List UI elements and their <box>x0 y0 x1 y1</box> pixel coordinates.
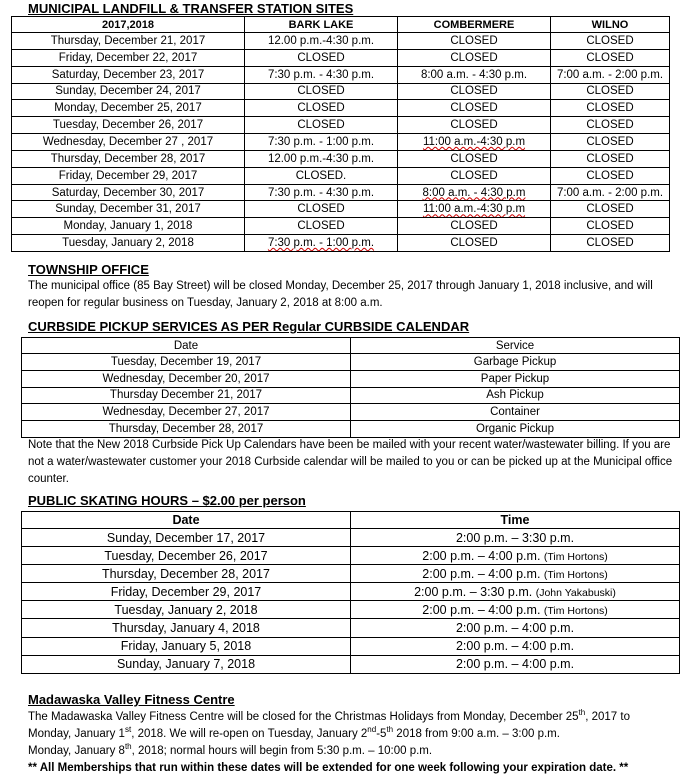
landfill-cell <box>398 117 551 134</box>
fitness-line-3-a: Monday, January 8 <box>28 745 125 757</box>
skating-time: 2:00 p.m. – 3:30 p.m. <box>455 530 575 545</box>
fitness-title: Madawaska Valley Fitness Centre <box>28 692 235 707</box>
fitness-line-2-sup2: nd <box>367 725 377 735</box>
landfill-cell <box>12 49 245 66</box>
table-row <box>22 370 680 387</box>
curbside-table <box>21 337 680 438</box>
table-row <box>12 117 670 134</box>
landfill-cell <box>245 218 398 235</box>
landfill-cell <box>245 184 398 201</box>
fitness-line-2-sup3: th <box>386 725 394 735</box>
landfill-cell-text: CLOSED <box>586 220 634 233</box>
township-text: The municipal office (85 Bay Street) will be closed Monday, December 25, 2017 through January 1, 2018 inclusive, and will reopen for regular business on Tuesday, January 2, 2018 at 8:00 a.m. <box>28 280 653 309</box>
landfill-cell-text: CLOSED <box>586 102 634 115</box>
landfill-cell-text: CLOSED <box>450 152 498 165</box>
landfill-cell <box>398 150 551 167</box>
table-row <box>22 583 680 601</box>
table-row <box>12 49 670 66</box>
landfill-cell <box>398 235 551 252</box>
skating-time: 2:00 p.m. – 3:30 p.m. <box>414 584 533 599</box>
table-row <box>12 83 670 100</box>
skating-time: 2:00 p.m. – 4:00 p.m. <box>422 566 541 581</box>
table-row <box>12 184 670 201</box>
landfill-cell <box>551 184 670 201</box>
landfill-cell-text: 7:30 p.m. - 4:30 p.m. <box>267 186 375 199</box>
table-row <box>22 387 680 404</box>
landfill-cell <box>398 83 551 100</box>
landfill-header-row <box>12 17 670 33</box>
skating-time-cell <box>351 637 680 655</box>
table-row <box>22 354 680 371</box>
landfill-cell <box>12 83 245 100</box>
skating-sponsor: (Tim Hortons) <box>543 568 608 581</box>
landfill-cell <box>398 201 551 218</box>
table-row <box>12 201 670 218</box>
landfill-cell <box>551 49 670 66</box>
landfill-cell-text: CLOSED <box>450 102 498 115</box>
skating-time: 2:00 p.m. – 4:00 p.m. <box>455 621 575 636</box>
skating-time-cell <box>351 601 680 619</box>
skating-time-cell <box>351 583 680 601</box>
landfill-cell-text: CLOSED <box>586 203 634 216</box>
landfill-cell <box>12 134 245 151</box>
landfill-cell <box>245 235 398 252</box>
landfill-cell <box>398 184 551 201</box>
landfill-cell-text: Tuesday, January 2, 2018 <box>62 237 194 250</box>
landfill-cell <box>245 201 398 218</box>
landfill-cell-text: 8:00 a.m. - 4:30 p.m. <box>420 68 528 81</box>
fitness-line-3-sup: th <box>124 742 132 752</box>
table-row <box>22 547 680 565</box>
landfill-cell-text: Tuesday, December 26, 2017 <box>52 119 204 132</box>
landfill-cell <box>551 167 670 184</box>
table-row <box>12 66 670 83</box>
landfill-cell-text: Saturday, December 23, 2017 <box>51 68 205 81</box>
landfill-cell-text: CLOSED <box>450 237 498 250</box>
skating-time: 2:00 p.m. – 4:00 p.m. <box>422 548 541 563</box>
table-row <box>22 565 680 583</box>
landfill-cell-text: Friday, December 22, 2017 <box>58 51 198 64</box>
fitness-line-2-b: , 2018. We will re-open on Tuesday, January 2 <box>131 728 368 740</box>
landfill-cell-text: CLOSED <box>586 237 634 250</box>
curbside-title: CURBSIDE PICKUP SERVICES AS PER Regular CURBSIDE CALENDAR <box>28 319 470 334</box>
skating-sponsor: (Tim Hortons) <box>543 604 608 617</box>
fitness-line-1-sup: th <box>578 708 586 718</box>
landfill-cell-text: CLOSED <box>297 203 345 216</box>
landfill-cell-text: Saturday, December 30, 2017 <box>51 186 205 199</box>
skating-time-cell <box>351 565 680 583</box>
landfill-table <box>11 16 670 252</box>
landfill-cell-text: CLOSED <box>586 135 634 148</box>
landfill-header-cell: WILNO <box>551 17 670 33</box>
landfill-cell-text: Thursday, December 28, 2017 <box>50 152 206 165</box>
landfill-cell <box>551 117 670 134</box>
table-row <box>22 655 680 673</box>
landfill-cell-text: Thursday, December 21, 2017 <box>50 34 206 47</box>
curbside-header-cell: Service <box>351 338 680 354</box>
curbside-cell: Ash Pickup <box>351 387 680 404</box>
table-row <box>12 235 670 252</box>
landfill-cell <box>12 201 245 218</box>
landfill-cell <box>12 184 245 201</box>
landfill-cell-text: 12.00 p.m.-4:30 p.m. <box>267 34 375 47</box>
table-row <box>22 637 680 655</box>
landfill-cell <box>398 134 551 151</box>
landfill-cell <box>12 33 245 50</box>
curbside-header-row <box>22 338 680 354</box>
curbside-cell: Paper Pickup <box>351 370 680 387</box>
curbside-cell: Wednesday, December 20, 2017 <box>22 370 351 387</box>
fitness-line-1-b: , 2017 to <box>585 711 630 723</box>
landfill-cell <box>551 33 670 50</box>
landfill-cell <box>245 150 398 167</box>
skating-time-cell <box>351 655 680 673</box>
skating-date-cell: Sunday, December 17, 2017 <box>22 529 351 547</box>
curbside-header-cell: Date <box>22 338 351 354</box>
landfill-cell <box>398 100 551 117</box>
skating-date-cell: Friday, January 5, 2018 <box>22 637 351 655</box>
table-row <box>22 601 680 619</box>
landfill-cell-text: 12.00 p.m.-4:30 p.m. <box>267 152 375 165</box>
fitness-line-2 <box>28 726 678 743</box>
table-row <box>22 421 680 438</box>
landfill-cell-text: CLOSED <box>297 51 345 64</box>
landfill-cell-text: 11:00 a.m.-4:30 p.m <box>422 203 526 216</box>
landfill-cell-text: Monday, December 25, 2017 <box>54 102 202 115</box>
fitness-line-2-sup1: st <box>124 725 132 735</box>
landfill-cell <box>398 49 551 66</box>
skating-time: 2:00 p.m. – 4:00 p.m. <box>455 657 575 672</box>
landfill-cell <box>551 150 670 167</box>
fitness-line-3 <box>28 743 678 760</box>
table-row <box>12 100 670 117</box>
landfill-cell-text: CLOSED <box>586 51 634 64</box>
landfill-cell-text: CLOSED <box>450 34 498 47</box>
skating-header-cell: Date <box>22 512 351 529</box>
landfill-cell <box>551 83 670 100</box>
landfill-cell-text: CLOSED <box>586 34 634 47</box>
fitness-line-1 <box>28 709 678 726</box>
landfill-header-cell: 2017,2018 <box>12 17 245 33</box>
skating-time: 2:00 p.m. – 4:00 p.m. <box>455 639 575 654</box>
skating-time-cell <box>351 529 680 547</box>
landfill-cell <box>12 235 245 252</box>
curbside-cell: Wednesday, December 27, 2017 <box>22 404 351 421</box>
landfill-cell <box>551 201 670 218</box>
landfill-cell <box>12 117 245 134</box>
skating-header-cell: Time <box>351 512 680 529</box>
landfill-cell <box>245 49 398 66</box>
skating-time: 2:00 p.m. – 4:00 p.m. <box>422 602 541 617</box>
landfill-cell <box>398 218 551 235</box>
skating-date-cell: Tuesday, December 26, 2017 <box>22 547 351 565</box>
landfill-cell-text: CLOSED <box>450 119 498 132</box>
curbside-cell: Garbage Pickup <box>351 354 680 371</box>
landfill-cell <box>12 66 245 83</box>
landfill-cell-text: 11:00 a.m.-4:30 p.m <box>422 135 526 148</box>
fitness-line-2-c: -5 <box>376 728 387 740</box>
skating-time-cell <box>351 547 680 565</box>
landfill-cell <box>551 134 670 151</box>
landfill-cell <box>245 134 398 151</box>
table-row <box>22 404 680 421</box>
landfill-cell-text: Wednesday, December 27 , 2017 <box>42 135 214 148</box>
table-row <box>22 529 680 547</box>
landfill-cell-text: CLOSED <box>297 119 345 132</box>
landfill-cell-text: CLOSED <box>297 220 345 233</box>
landfill-header-cell: COMBERMERE <box>398 17 551 33</box>
curbside-cell: Tuesday, December 19, 2017 <box>22 354 351 371</box>
table-row <box>12 33 670 50</box>
landfill-cell-text: Friday, December 29, 2017 <box>58 169 198 182</box>
landfill-cell-text: 7:30 p.m. - 4:30 p.m. <box>267 68 375 81</box>
landfill-cell-text: CLOSED <box>297 85 345 98</box>
landfill-cell <box>245 100 398 117</box>
landfill-cell <box>12 218 245 235</box>
skating-date-cell: Thursday, December 28, 2017 <box>22 565 351 583</box>
landfill-cell <box>551 218 670 235</box>
landfill-cell-text: 7:00 a.m. - 2:00 p.m. <box>556 186 664 199</box>
fitness-line-1-a: The Madawaska Valley Fitness Centre will be closed for the Christmas Holidays from Monday, December 25 <box>28 711 579 723</box>
landfill-cell <box>398 167 551 184</box>
skating-title: PUBLIC SKATING HOURS – $2.00 per person <box>28 493 306 508</box>
table-row <box>12 218 670 235</box>
landfill-cell-text: CLOSED <box>450 51 498 64</box>
skating-table <box>21 511 680 674</box>
landfill-cell <box>398 33 551 50</box>
landfill-cell <box>12 100 245 117</box>
landfill-cell <box>245 167 398 184</box>
table-row <box>22 619 680 637</box>
landfill-cell-text: Sunday, December 24, 2017 <box>55 85 201 98</box>
landfill-header-cell: BARK LAKE <box>245 17 398 33</box>
landfill-cell <box>245 33 398 50</box>
landfill-cell <box>245 83 398 100</box>
fitness-text <box>28 709 678 777</box>
skating-header-row <box>22 512 680 529</box>
curbside-cell: Organic Pickup <box>351 421 680 438</box>
fitness-notice: ** All Memberships that run within these dates will be extended for one week following your expiration date. ** <box>28 762 629 774</box>
landfill-cell-text: CLOSED <box>450 169 498 182</box>
landfill-cell <box>245 66 398 83</box>
landfill-cell-text: CLOSED <box>586 119 634 132</box>
fitness-line-2-a: Monday, January 1 <box>28 728 125 740</box>
table-row <box>12 167 670 184</box>
landfill-cell <box>551 235 670 252</box>
curbside-cell: Thursday, December 28, 2017 <box>22 421 351 438</box>
skating-date-cell: Tuesday, January 2, 2018 <box>22 601 351 619</box>
landfill-cell <box>12 167 245 184</box>
skating-sponsor: (John Yakabuski) <box>535 586 616 599</box>
landfill-cell-text: Monday, January 1, 2018 <box>63 220 193 233</box>
landfill-cell-text: CLOSED <box>586 169 634 182</box>
table-row <box>12 134 670 151</box>
landfill-cell <box>398 66 551 83</box>
landfill-cell <box>12 150 245 167</box>
skating-time-cell <box>351 619 680 637</box>
landfill-title: MUNICIPAL LANDFILL & TRANSFER STATION SITES <box>28 1 354 16</box>
fitness-line-3-b: , 2018; normal hours will begin from 5:30 p.m. – 10:00 p.m. <box>131 745 433 757</box>
curbside-note: Note that the New 2018 Curbside Pick Up Calendars have been be mailed with your recent water/wastewater billing. If you are not a water/wastewater customer your 2018 Curbside calendar will be mailed to you or can be picked up at the Municipal office counter. <box>28 439 673 485</box>
landfill-cell-text: 8:00 a.m. - 4:30 p.m <box>422 186 526 199</box>
skating-date-cell: Thursday, January 4, 2018 <box>22 619 351 637</box>
landfill-cell <box>551 100 670 117</box>
landfill-cell-text: 7:30 p.m. - 1:00 p.m. <box>267 135 375 148</box>
fitness-line-2-d: 2018 from 9:00 a.m. – 3:00 p.m. <box>393 728 560 740</box>
landfill-cell <box>245 117 398 134</box>
landfill-cell-text: Sunday, December 31, 2017 <box>55 203 201 216</box>
skating-date-cell: Sunday, January 7, 2018 <box>22 655 351 673</box>
landfill-cell-text: CLOSED <box>586 152 634 165</box>
landfill-cell-text: CLOSED <box>586 85 634 98</box>
landfill-cell-text: 7:30 p.m. - 1:00 p.m. <box>267 237 375 250</box>
skating-date-cell: Friday, December 29, 2017 <box>22 583 351 601</box>
curbside-cell: Thursday December 21, 2017 <box>22 387 351 404</box>
skating-sponsor: (Tim Hortons) <box>543 550 608 563</box>
landfill-cell-text: CLOSED <box>450 85 498 98</box>
table-row <box>12 150 670 167</box>
landfill-cell-text: CLOSED <box>297 102 345 115</box>
township-title: TOWNSHIP OFFICE <box>28 262 149 277</box>
landfill-cell-text: CLOSED. <box>295 169 347 182</box>
landfill-cell <box>551 66 670 83</box>
landfill-cell-text: 7:00 a.m. - 2:00 p.m. <box>556 68 664 81</box>
curbside-cell: Container <box>351 404 680 421</box>
landfill-cell-text: CLOSED <box>450 220 498 233</box>
